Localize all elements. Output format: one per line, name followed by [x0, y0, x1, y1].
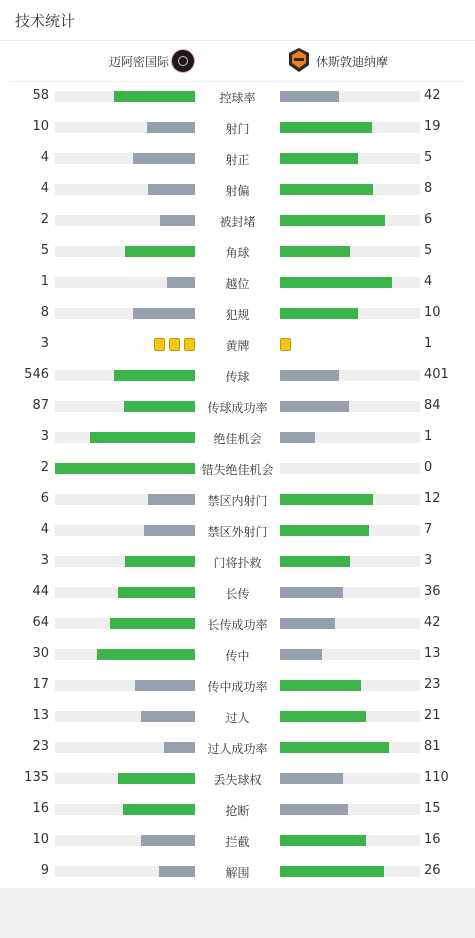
away-stat-value: 110 [424, 770, 449, 785]
stat-label: 长传成功率 [207, 618, 268, 632]
away-bar-track [280, 401, 420, 412]
stat-row [0, 670, 475, 701]
stat-label: 错失绝佳机会 [201, 463, 274, 477]
away-bar-fill [280, 680, 361, 691]
home-bar-track [55, 215, 195, 226]
away-bar-fill [280, 122, 372, 133]
home-bar-track [55, 618, 195, 629]
away-team-logo [289, 48, 309, 72]
home-stat-value: 2 [40, 460, 49, 475]
away-stat-value: 3 [424, 553, 433, 568]
home-stat-value: 8 [40, 305, 49, 320]
away-yellow-cards [280, 338, 291, 351]
home-bar-fill [159, 866, 195, 877]
away-bar-fill [280, 587, 343, 598]
home-bar-fill [164, 742, 195, 753]
away-bar-fill [280, 277, 392, 288]
home-stat-value: 2 [40, 212, 49, 227]
stat-row [0, 577, 475, 608]
home-bar-fill [114, 91, 195, 102]
stat-label: 过人 [225, 711, 250, 725]
stat-row [0, 298, 475, 329]
home-stat-value: 10 [32, 832, 49, 847]
away-stat-value: 6 [424, 212, 433, 227]
stat-label: 传球 [225, 370, 250, 384]
away-bar-track [280, 184, 420, 195]
yellow-card-icon [154, 338, 165, 351]
away-bar-fill [280, 804, 348, 815]
stat-label: 绝佳机会 [213, 432, 262, 446]
home-bar-fill [118, 773, 195, 784]
stat-row [0, 453, 475, 484]
stat-label: 黄牌 [225, 339, 250, 353]
stat-row [0, 639, 475, 670]
home-stat-value: 64 [32, 615, 49, 630]
home-bar-fill [114, 370, 195, 381]
away-bar-track [280, 277, 420, 288]
home-stat-value: 58 [32, 88, 49, 103]
stat-label: 解围 [225, 866, 250, 880]
away-stat-value: 19 [424, 119, 441, 134]
home-bar-fill [133, 308, 195, 319]
away-stat-value: 42 [424, 88, 441, 103]
home-stat-value: 546 [24, 367, 49, 382]
home-bar-fill [55, 463, 195, 474]
away-bar-fill [280, 525, 369, 536]
stat-label: 拦截 [225, 835, 250, 849]
stat-label: 禁区外射门 [207, 525, 268, 539]
home-stat-value: 3 [40, 553, 49, 568]
home-stat-value: 6 [40, 491, 49, 506]
away-stat-value: 81 [424, 739, 441, 754]
away-bar-track [280, 153, 420, 164]
away-bar-fill [280, 401, 349, 412]
home-bar-fill [133, 153, 195, 164]
home-bar-track [55, 246, 195, 257]
away-bar-fill [280, 494, 373, 505]
away-stat-value: 15 [424, 801, 441, 816]
home-bar-fill [125, 246, 195, 257]
away-stat-value: 1 [424, 429, 433, 444]
away-bar-fill [280, 742, 389, 753]
away-bar-track [280, 680, 420, 691]
home-stat-value: 44 [32, 584, 49, 599]
home-bar-track [55, 587, 195, 598]
stat-label: 射正 [225, 153, 250, 167]
home-bar-fill [147, 122, 195, 133]
away-stat-value: 5 [424, 243, 433, 258]
home-bar-track [55, 184, 195, 195]
stat-label: 被封堵 [219, 215, 256, 229]
home-bar-fill [118, 587, 195, 598]
away-stat-value: 36 [424, 584, 441, 599]
home-team-logo [171, 49, 195, 73]
stat-label: 越位 [225, 277, 250, 291]
stat-row [0, 267, 475, 298]
home-stat-value: 23 [32, 739, 49, 754]
stat-label: 过人成功率 [207, 742, 268, 756]
home-bar-fill [110, 618, 195, 629]
teams-header [10, 44, 466, 82]
away-bar-fill [280, 308, 358, 319]
home-bar-track [55, 463, 195, 474]
away-team-name: 休斯敦迪纳摩 [316, 55, 389, 69]
away-stat-value: 0 [424, 460, 433, 475]
stat-row [0, 329, 475, 360]
away-bar-track [280, 618, 420, 629]
away-bar-track [280, 370, 420, 381]
stat-label: 射偏 [225, 184, 250, 198]
away-bar-fill [280, 618, 335, 629]
stat-label: 长传 [225, 587, 250, 601]
stat-label: 犯规 [225, 308, 250, 322]
home-stat-value: 135 [24, 770, 49, 785]
home-bar-track [55, 649, 195, 660]
stat-label: 门将扑救 [213, 556, 262, 570]
home-stat-value: 1 [40, 274, 49, 289]
home-bar-fill [123, 804, 195, 815]
yellow-card-icon [169, 338, 180, 351]
home-stat-value: 13 [32, 708, 49, 723]
away-bar-fill [280, 215, 385, 226]
stat-row [0, 763, 475, 794]
away-bar-fill [280, 711, 366, 722]
stat-row [0, 205, 475, 236]
away-stat-value: 5 [424, 150, 433, 165]
home-bar-fill [144, 525, 195, 536]
home-stat-value: 87 [32, 398, 49, 413]
home-bar-track [55, 680, 195, 691]
away-bar-fill [280, 153, 358, 164]
away-bar-track [280, 246, 420, 257]
home-bar-fill [90, 432, 195, 443]
away-stat-value: 26 [424, 863, 441, 878]
stat-row [0, 546, 475, 577]
home-stat-value: 10 [32, 119, 49, 134]
away-stat-value: 4 [424, 274, 433, 289]
stat-row [0, 143, 475, 174]
stat-label: 控球率 [219, 91, 256, 105]
away-bar-track [280, 711, 420, 722]
home-stat-value: 3 [40, 336, 49, 351]
away-bar-track [280, 742, 420, 753]
away-bar-track [280, 432, 420, 443]
home-bar-fill [148, 494, 195, 505]
home-stat-value: 5 [40, 243, 49, 258]
home-stat-value: 4 [40, 181, 49, 196]
home-bar-fill [97, 649, 195, 660]
away-stat-value: 23 [424, 677, 441, 692]
stat-row [0, 794, 475, 825]
home-bar-track [55, 401, 195, 412]
home-bar-fill [148, 184, 195, 195]
stat-label: 传中 [225, 649, 250, 663]
home-bar-track [55, 804, 195, 815]
home-bar-track [55, 308, 195, 319]
away-stat-value: 12 [424, 491, 441, 506]
away-bar-track [280, 587, 420, 598]
away-bar-fill [280, 432, 315, 443]
away-bar-track [280, 308, 420, 319]
home-stat-value: 3 [40, 429, 49, 444]
stat-row [0, 484, 475, 515]
stat-row [0, 236, 475, 267]
away-stat-value: 84 [424, 398, 441, 413]
away-bar-fill [280, 866, 384, 877]
home-stat-value: 4 [40, 522, 49, 537]
yellow-card-icon [184, 338, 195, 351]
stat-label: 传球成功率 [207, 401, 268, 415]
away-stat-value: 8 [424, 181, 433, 196]
home-bar-track [55, 835, 195, 846]
home-bar-fill [124, 401, 195, 412]
home-bar-track [55, 432, 195, 443]
stat-row [0, 608, 475, 639]
stat-row [0, 856, 475, 887]
away-bar-track [280, 835, 420, 846]
home-bar-track [55, 494, 195, 505]
divider [0, 40, 475, 41]
stat-label: 射门 [225, 122, 250, 136]
home-bar-track [55, 153, 195, 164]
away-stat-value: 7 [424, 522, 433, 537]
stat-label: 丢失球权 [213, 773, 262, 787]
home-bar-track [55, 525, 195, 536]
stat-label: 抢断 [225, 804, 250, 818]
stat-row [0, 174, 475, 205]
home-stat-value: 9 [40, 863, 49, 878]
away-stat-value: 401 [424, 367, 449, 382]
away-bar-track [280, 773, 420, 784]
stat-row [0, 701, 475, 732]
home-bar-track [55, 711, 195, 722]
away-bar-track [280, 463, 420, 474]
away-stat-value: 42 [424, 615, 441, 630]
home-bar-fill [125, 556, 195, 567]
home-bar-fill [135, 680, 195, 691]
home-bar-track [55, 122, 195, 133]
home-stat-value: 17 [32, 677, 49, 692]
away-bar-fill [280, 556, 350, 567]
away-bar-track [280, 91, 420, 102]
away-bar-fill [280, 91, 339, 102]
stat-label: 禁区内射门 [207, 494, 268, 508]
away-bar-fill [280, 246, 350, 257]
stat-row [0, 422, 475, 453]
home-bar-track [55, 742, 195, 753]
home-stat-value: 16 [32, 801, 49, 816]
home-bar-fill [167, 277, 195, 288]
away-stat-value: 10 [424, 305, 441, 320]
home-stat-value: 4 [40, 150, 49, 165]
stat-row [0, 732, 475, 763]
away-bar-track [280, 494, 420, 505]
yellow-card-icon [280, 338, 291, 351]
stat-row [0, 515, 475, 546]
away-bar-fill [280, 184, 373, 195]
away-bar-track [280, 215, 420, 226]
stat-row [0, 112, 475, 143]
home-bar-fill [141, 835, 195, 846]
home-bar-track [55, 556, 195, 567]
home-yellow-cards [154, 338, 195, 351]
home-bar-track [55, 91, 195, 102]
home-stat-value: 30 [32, 646, 49, 661]
away-stat-value: 13 [424, 646, 441, 661]
stat-label: 传中成功率 [207, 680, 268, 694]
away-stat-value: 1 [424, 336, 433, 351]
away-stat-value: 16 [424, 832, 441, 847]
away-bar-track [280, 556, 420, 567]
home-bar-track [55, 370, 195, 381]
home-bar-track [55, 773, 195, 784]
stat-row [0, 391, 475, 422]
page-title: 技术统计 [15, 12, 76, 30]
home-bar-track [55, 866, 195, 877]
away-bar-fill [280, 773, 343, 784]
home-team-name: 迈阿密国际 [108, 55, 169, 69]
stat-row [0, 81, 475, 112]
away-bar-fill [280, 649, 322, 660]
away-bar-fill [280, 370, 339, 381]
away-bar-track [280, 866, 420, 877]
away-bar-track [280, 122, 420, 133]
home-bar-fill [160, 215, 195, 226]
home-bar-track [55, 277, 195, 288]
away-bar-track [280, 649, 420, 660]
away-bar-track [280, 525, 420, 536]
away-bar-fill [280, 835, 366, 846]
away-stat-value: 21 [424, 708, 441, 723]
away-bar-track [280, 804, 420, 815]
stat-row [0, 360, 475, 391]
stat-label: 角球 [225, 246, 250, 260]
stat-row [0, 825, 475, 856]
home-bar-fill [141, 711, 195, 722]
